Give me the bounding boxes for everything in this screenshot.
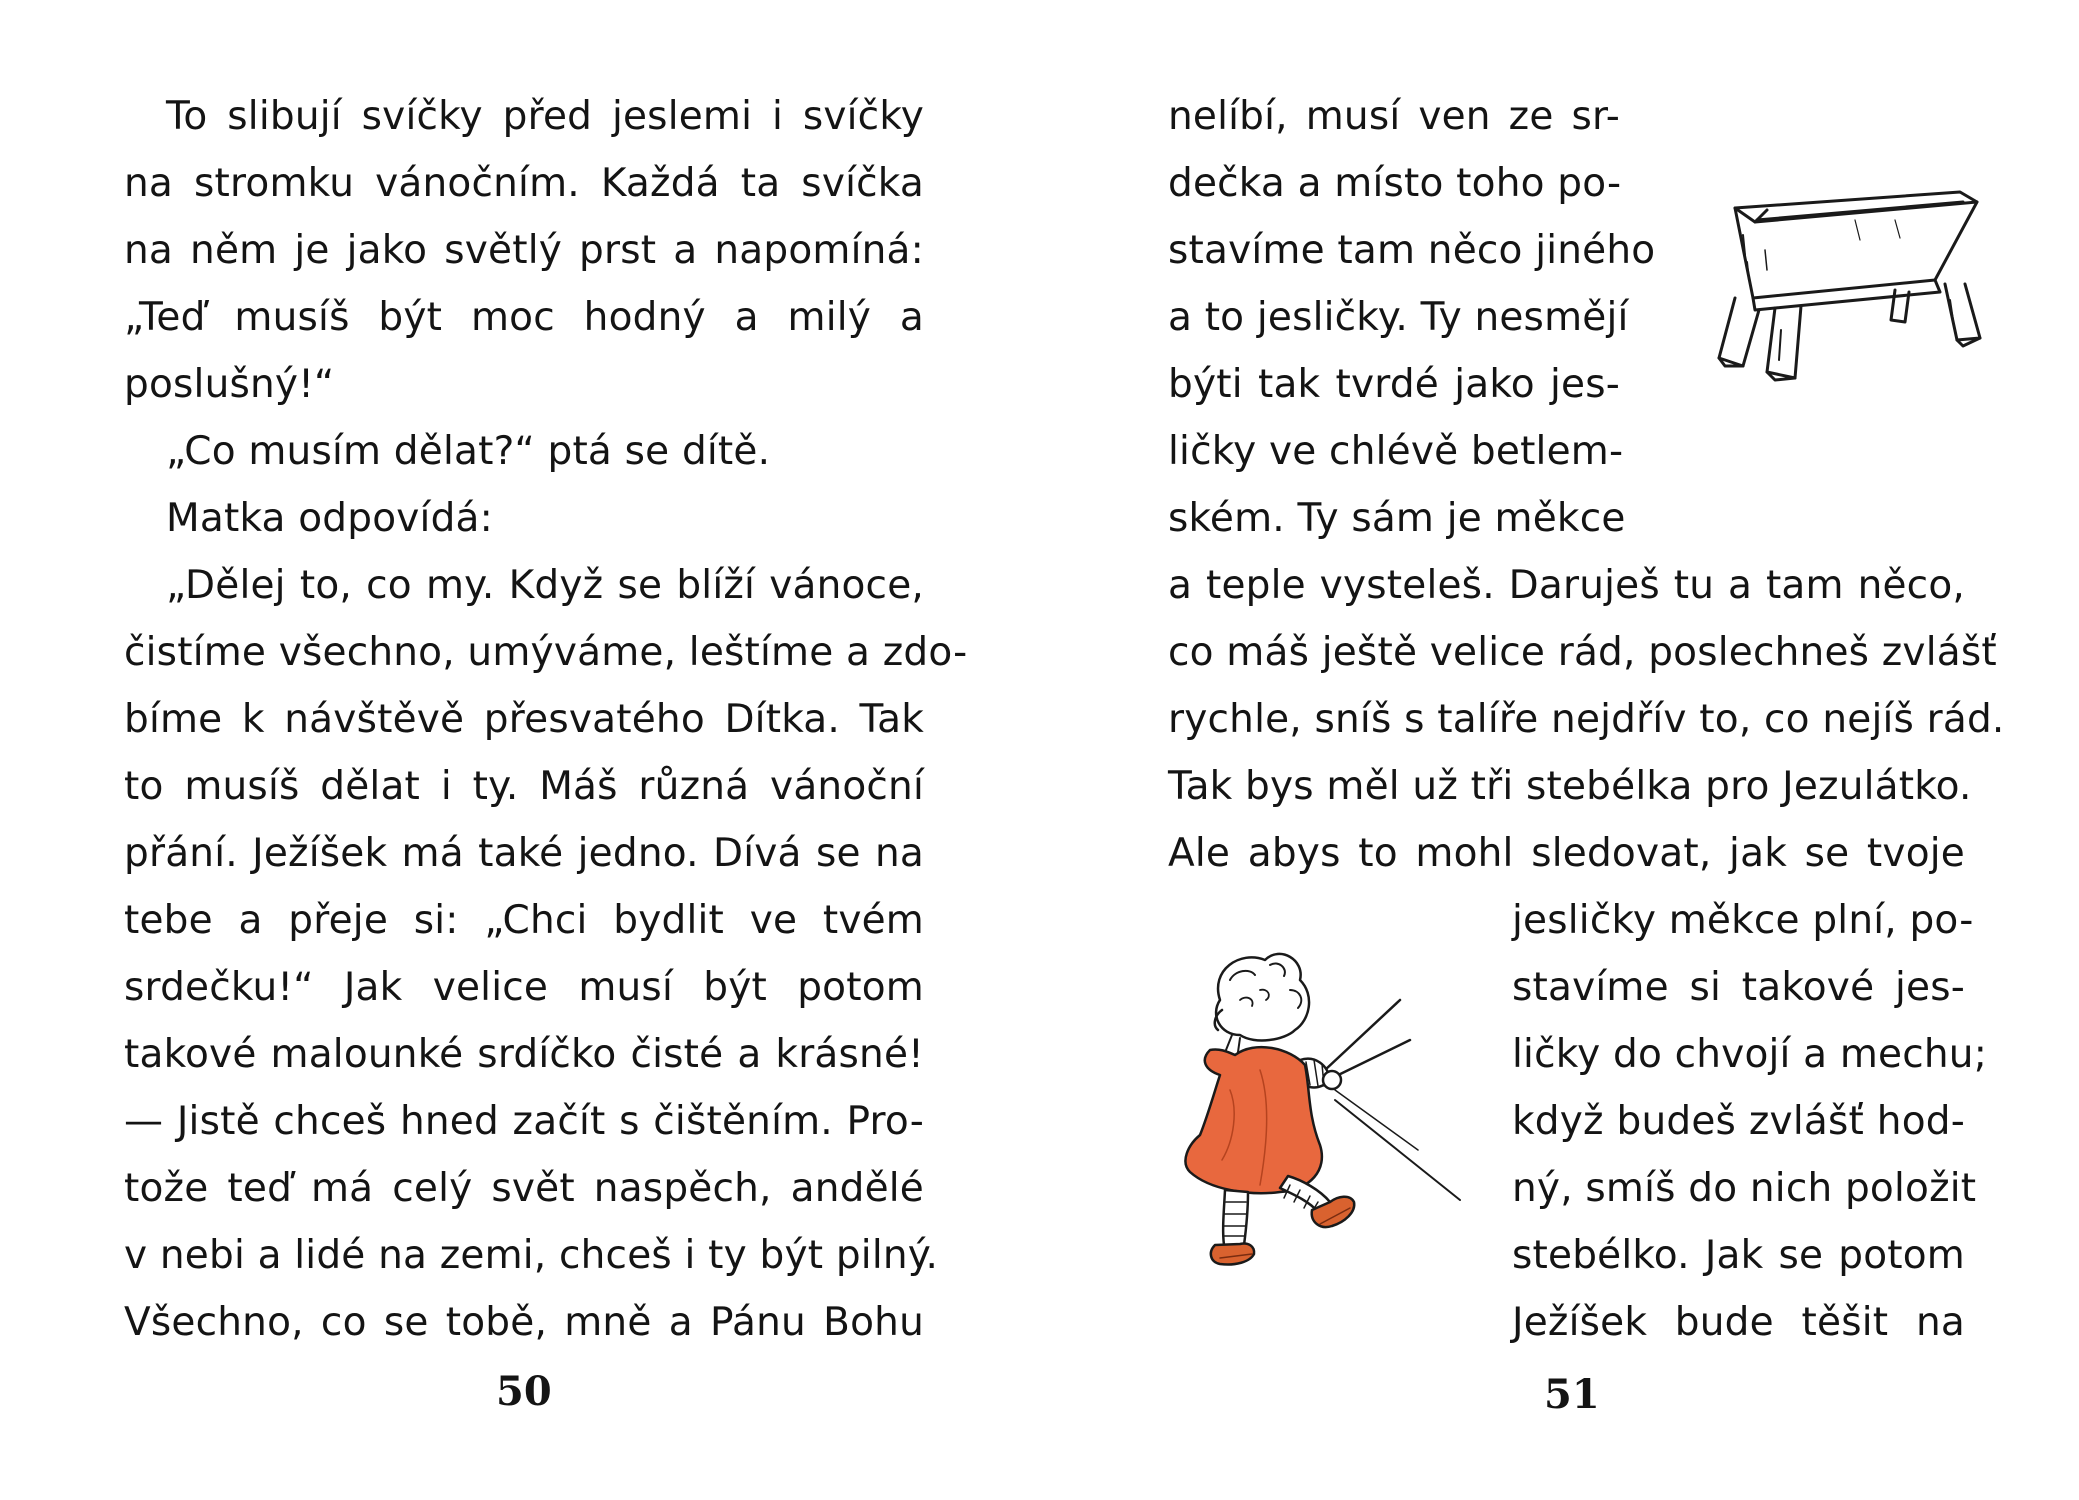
text-line: tebe a přeje si: „Chci bydlit ve tvém [124,898,924,943]
text-line: ském. Ty sám je měkce [1168,496,1626,541]
text-line: jesličky měkce plní, po- [1512,898,1974,943]
text-line: rychle, sníš s talíře nejdřív to, co nejíš rád. [1168,697,2005,742]
text-line: čistíme všechno, umýváme, leštíme a zdo- [124,630,968,675]
text-line: Tak bys měl už tři stebélka pro Jezulátko. [1168,764,1972,809]
text-line: ný, smíš do nich položit [1512,1166,1977,1211]
text-line: co máš ještě velice rád, poslechneš zvlášť [1168,630,1997,675]
text-line: přání. Ježíšek má také jedno. Dívá se na [124,831,924,876]
text-line: to musíš dělat i ty. Máš různá vánoční [124,764,924,809]
text-line: To slibují svíčky před jeslemi i svíčky [166,94,924,139]
text-line: bíme k návštěvě přesvatého Dítka. Tak [124,697,924,742]
text-line: a to jesličky. Ty nesmějí [1168,295,1629,340]
text-line: v nebi a lidé na zemi, chceš i ty být pilný. [124,1233,939,1278]
text-line: býti tak tvrdé jako jes- [1168,362,1620,407]
text-line: stebélko. Jak se potom [1512,1233,1965,1278]
text-line: na něm je jako světlý prst a napomíná: [124,228,924,273]
text-line: srdečku!“ Jak velice musí být potom [124,965,924,1010]
child-with-straw-illustration [1160,940,1480,1320]
text-line: „Teď musíš být moc hodný a milý a [124,295,924,340]
text-line: tože teď má celý svět naspěch, andělé [124,1166,924,1211]
text-line: Ježíšek bude těšit na [1512,1300,1965,1345]
text-line: dečka a místo toho po- [1168,161,1622,206]
text-line: Ale abys to mohl sledovat, jak se tvoje [1168,831,1965,876]
right-page [1040,0,2079,1500]
text-line: když budeš zvlášť hod- [1512,1099,1965,1144]
text-line: ličky ve chlévě betlem- [1168,429,1624,474]
text-line: poslušný!“ [124,362,335,407]
text-line: — Jistě chceš hned začít s čištěním. Pro- [124,1099,924,1144]
manger-illustration [1695,180,1995,385]
text-line: ličky do chvojí a mechu; [1512,1032,1988,1077]
text-line: „Dělej to, co my. Když se blíží vánoce, [166,563,924,608]
page-number: 50 [496,1368,552,1415]
text-line: takové malounké srdíčko čisté a krásné! [124,1032,924,1077]
text-line: Matka odpovídá: [166,496,493,541]
text-line: stavíme tam něco jiného [1168,228,1656,273]
text-line: stavíme si takové jes- [1512,965,1965,1010]
text-line: Všechno, co se tobě, mně a Pánu Bohu [124,1300,924,1345]
text-line: na stromku vánočním. Každá ta svíčka [124,161,924,206]
text-line: „Co musím dělat?“ ptá se dítě. [166,429,771,474]
text-line: a teple vysteleš. Daruješ tu a tam něco, [1168,563,1965,608]
text-line: nelíbí, musí ven ze sr- [1168,94,1620,139]
page-number: 51 [1544,1371,1600,1418]
